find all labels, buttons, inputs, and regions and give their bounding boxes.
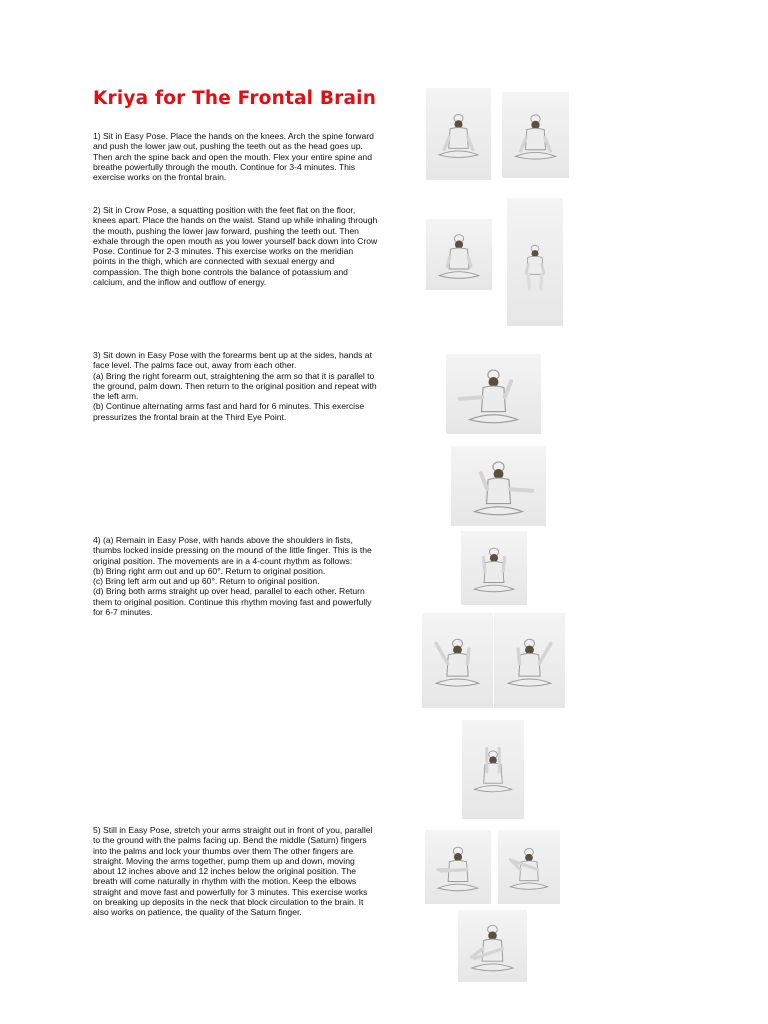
step-5-text: 5) Still in Easy Pose, stretch your arms straight out in front of you, parallel to the ground with the palms facing up. Bend the middle (Saturn) fingers into the palms and lock your thumbs over them The other fingers are straight. Moving the arms together, pump them up and down, moving about 12 inches above and 12 inches below the original position. The breath will come naturally in rhythm with the motion. Keep the elbows straight and move fast and powerfully for 3 minutes. This exercise works on breaking up deposits in the neck that block circulation to the brain. It also works on patience, the quality of the Saturn finger. [93, 825, 373, 918]
photo-4b-right-arm-60 [422, 613, 493, 708]
photo-3b-left-arm-out-figure [451, 446, 546, 526]
photo-5b-arms-up-figure [498, 830, 560, 904]
photo-4a-fists-at-shoulders [461, 531, 527, 605]
photo-3b-left-arm-out [451, 446, 546, 526]
photo-1b-easy-pose-back-figure [502, 92, 569, 178]
photo-5b-arms-up [498, 830, 560, 904]
photo-2b-standing-figure [507, 198, 563, 326]
photo-2a-crow-pose-figure [426, 219, 492, 290]
photo-5c-arms-down-figure [458, 910, 527, 982]
photo-4a-fists-at-shoulders-figure [461, 531, 527, 605]
step-2-text: 2) Sit in Crow Pose, a squatting position with the feet flat on the floor, knees apart. Place the hands on the waist. Stand up while inhaling through the mouth, pushing the lower jaw forward, pushing the teeth out. Then exhale through the open mouth as you lower yourself back down into Crow Pose. Continue for 2-3 minutes. This exercise works on the meridian points in the thigh, which are connected with sexual energy and compassion. The thigh bone controls the balance of potassium and calcium, and the inflow and outflow of energy. [93, 205, 378, 288]
photo-2b-standing [507, 198, 563, 326]
photo-5a-arms-forward [425, 830, 491, 904]
photo-4d-both-arms-up-figure [462, 720, 524, 819]
step-4-text: 4) (a) Remain in Easy Pose, with hands above the shoulders in fists, thumbs locked inside pressing on the mound of the little finger. This is the original position. The movements are in a 4-count rhythm as follows: (b) Bring right arm out and up 60°. Return to original position. (c) Bring left arm out and up 60°. Return to original position. (d) Bring both arms straight up over head, parallel to each other. Return them to original position. Continue this rhythm moving fast and powerfully for 6-7 minutes. [93, 535, 372, 618]
step-3-text: 3) Sit down in Easy Pose with the forearms bent up at the sides, hands at face level. The palms face out, away from each other. (a) Bring the right forearm out, straightening the arm so that it is parallel to the ground, palm down. Then return to the original position and repeat with the left arm. (b) Continue alternating arms fast and hard for 6 minutes. This exercise pressurizes the frontal brain at the Third Eye Point. [93, 350, 377, 422]
page-title: Kriya for The Frontal Brain [93, 88, 377, 109]
photo-4b-right-arm-60-figure [422, 613, 493, 708]
photo-1b-easy-pose-back [502, 92, 569, 178]
photo-3a-right-arm-out-figure [446, 354, 541, 434]
photo-5a-arms-forward-figure [425, 830, 491, 904]
photo-1a-easy-pose-forward [426, 88, 491, 180]
photo-5c-arms-down [458, 910, 527, 982]
photo-4d-both-arms-up [462, 720, 524, 819]
photo-3a-right-arm-out [446, 354, 541, 434]
photo-1a-easy-pose-forward-figure [426, 88, 491, 180]
step-1-text: 1) Sit in Easy Pose. Place the hands on the knees. Arch the spine forward and push the lower jaw out, pushing the teeth out as the head goes up. Then arch the spine back and open the mouth. Flex your entire spine and breathe powerfully through the mouth. Continue for 3-4 minutes. This exercise works on the frontal brain. [93, 131, 374, 183]
photo-2a-crow-pose [426, 219, 492, 290]
photo-4c-left-arm-60 [494, 613, 565, 708]
photo-4c-left-arm-60-figure [494, 613, 565, 708]
